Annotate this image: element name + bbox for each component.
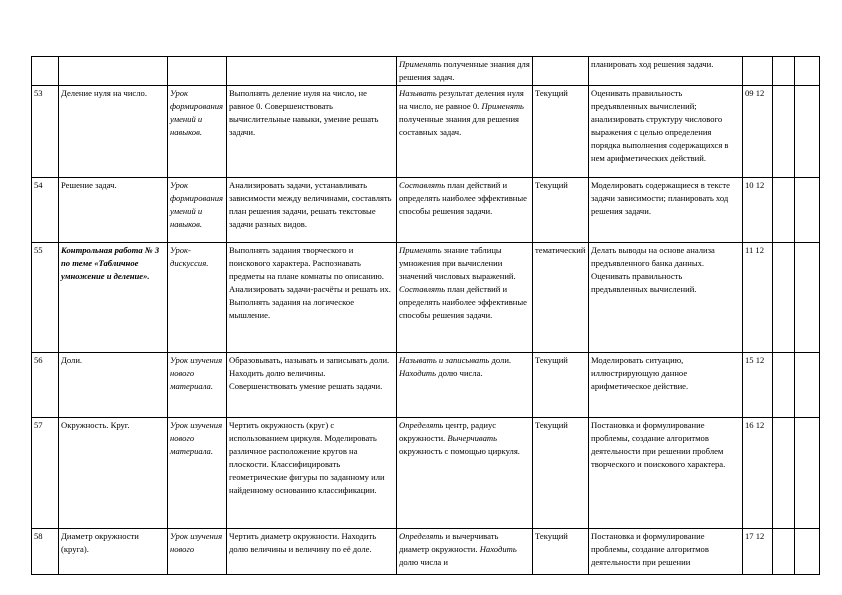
lesson-type-text: Урок изучения нового материала. [170,420,223,456]
date-plan-text: 15 12 [745,355,765,365]
date-plan-text: 17 12 [745,531,765,541]
control-type-text: Текущий [535,420,568,430]
uud-skills [397,86,533,178]
lesson-topic-text: Доли. [61,355,83,365]
lesson-topic [59,418,168,529]
lesson-topic-text: Контрольная работа № 3 по теме «Табличное умножение и деление». [61,245,160,281]
lesson-topic-text: Диаметр окружности (круга). [61,531,139,554]
uud-skills [397,353,533,418]
subject-activities [227,529,397,575]
control-type-text: тематический [535,245,586,255]
uud-segment: Применять [399,59,442,69]
subject-activities [227,418,397,529]
table-body [32,57,820,575]
uud-segment: полученные знания для решения составных задач. [399,114,520,137]
uud-segment: Составлять [399,180,446,190]
lesson-topic [59,57,168,86]
lesson-type [168,243,227,353]
table-row [32,243,820,353]
subject-activities-text: Анализировать задачи, устанавливать зависимости между величинами, составлять план решения задачи, решать текстовые задачи разных видов. [229,180,392,229]
lesson-number-text: 54 [34,180,43,190]
lesson-number-text: 56 [34,355,43,365]
expected-results-text: Моделировать содержащиеся в тексте задачи зависимости; планировать ход решения задачи. [591,180,730,216]
empty-cell [795,418,820,529]
date-fact [773,243,795,353]
subject-activities [227,57,397,86]
subject-activities [227,353,397,418]
lesson-topic [59,243,168,353]
date-fact [773,86,795,178]
lesson-type [168,86,227,178]
lesson-number-text: 53 [34,88,43,98]
empty-cell [795,353,820,418]
date-plan-text: 10 12 [745,180,765,190]
subject-activities-text: Выполнять деление нуля на число, не равное 0. Совершенствовать вычислительные навыки, умение решать задачи. [229,88,379,137]
uud-skills [397,529,533,575]
uud-segment: доли. [489,355,512,365]
date-fact [773,353,795,418]
date-plan-text: 09 12 [745,88,765,98]
expected-results-text: Делать выводы на основе анализа предъявленного банка данных. Оценивать правильность предъявленных вычислений. [591,245,715,294]
uud-segment: Составлять [399,284,446,294]
table-row [32,529,820,575]
lesson-number [32,529,59,575]
lesson-type-text: Урок формирования умений и навыков. [170,180,224,229]
table-row [32,57,820,86]
lesson-number [32,243,59,353]
date-plan [743,529,773,575]
subject-activities [227,86,397,178]
uud-segment: Называть и записывать [399,355,490,365]
date-plan-text: 16 12 [745,420,765,430]
lesson-type-text: Урок изучения нового [170,531,223,554]
subject-activities-text: Образовывать, называть и записывать доли. Находить долю величины. Совершенствовать умение решать задачи. [229,355,390,391]
lesson-type [168,57,227,86]
date-fact [773,178,795,243]
expected-results [589,86,743,178]
subject-activities [227,178,397,243]
table-row [32,86,820,178]
control-type-text: Текущий [535,531,568,541]
lesson-type-text: Урок формирования умений и навыков. [170,88,224,137]
uud-segment: Определять [399,531,444,541]
lesson-topic-text: Окружность. Круг. [61,420,130,430]
date-plan [743,243,773,353]
lesson-number [32,178,59,243]
uud-segment: результат деления нуля на число, не равное 0. [399,88,524,111]
date-plan [743,418,773,529]
empty-cell [795,243,820,353]
lesson-type [168,178,227,243]
lesson-type [168,418,227,529]
date-plan [743,57,773,86]
date-plan [743,86,773,178]
uud-segment: центр, радиус окружности. [399,420,497,443]
lesson-topic [59,178,168,243]
uud-segment: долю числа. [436,368,483,378]
expected-results [589,353,743,418]
lesson-number [32,353,59,418]
control-type-text: Текущий [535,88,568,98]
lesson-plan-table [31,56,820,575]
expected-results [589,418,743,529]
uud-segment: Определять [399,420,444,430]
table-row [32,418,820,529]
empty-cell [795,178,820,243]
uud-segment: и вычерчивать диаметр окружности. [399,531,499,554]
lesson-topic [59,529,168,575]
empty-cell [795,86,820,178]
expected-results [589,178,743,243]
uud-segment: Вычерчивать [447,433,498,443]
subject-activities-text: Чертить диаметр окружности. Находить долю величины и величину по её доле. [229,531,377,554]
expected-results-text: Постановка и формулирование проблемы, создание алгоритмов деятельности при решении [591,531,709,567]
expected-results [589,57,743,86]
lesson-type-text: Урок изучения нового материала. [170,355,223,391]
table-row [32,178,820,243]
date-plan [743,178,773,243]
uud-segment: Называть [399,88,437,98]
control-type [533,243,589,353]
control-type [533,418,589,529]
control-type [533,57,589,86]
control-type-text: Текущий [535,355,568,365]
lesson-topic-text: Решение задач. [61,180,117,190]
date-fact [773,57,795,86]
lesson-number-text: 57 [34,420,43,430]
expected-results-text: Постановка и формулирование проблемы, создание алгоритмов деятельности при решении проблем творческого и поискового характера. [591,420,726,469]
empty-cell [795,57,820,86]
lesson-topic [59,86,168,178]
subject-activities-text: Выполнять задания творческого и поискового характера. Распознавать предметы на плане комнаты по описанию. Анализировать задачи-расчёты и решать их. Выполнять задания на логическое мышление. [229,245,391,320]
expected-results-text: Моделировать ситуацию, иллюстрирующую данное арифметическое действие. [591,355,689,391]
lesson-topic-text: Деление нуля на число. [61,88,147,98]
expected-results-text: планировать ход решения задачи. [591,59,714,69]
expected-results-text: Оценивать правильность предъявленных вычислений; анализировать структуру числового выражения с целью определения порядка выполнения содержащихся в нем арифметических действий. [591,88,729,163]
control-type-text: Текущий [535,180,568,190]
table-row [32,353,820,418]
date-fact [773,529,795,575]
uud-skills [397,57,533,86]
uud-segment: Находить [479,544,517,554]
lesson-topic [59,353,168,418]
lesson-type [168,529,227,575]
lesson-number-text: 58 [34,531,43,541]
uud-skills [397,178,533,243]
uud-skills [397,243,533,353]
date-plan [743,353,773,418]
uud-segment: окружность с помощью циркуля. [399,446,520,456]
lesson-type-text: Урок-дискуссия. [170,245,209,268]
control-type [533,529,589,575]
date-plan-text: 11 12 [745,245,765,255]
control-type [533,353,589,418]
uud-segment: Применять [399,245,442,255]
expected-results [589,529,743,575]
uud-skills [397,418,533,529]
lesson-type [168,353,227,418]
uud-segment: Находить [399,368,437,378]
uud-segment: Применять [481,101,524,111]
uud-segment: знание таблицы умножения при вычислении значений числовых выражений. [399,245,516,281]
lesson-number [32,86,59,178]
expected-results [589,243,743,353]
date-fact [773,418,795,529]
subject-activities [227,243,397,353]
lesson-number [32,418,59,529]
subject-activities-text: Чертить окружность (круг) с использованием циркуля. Моделировать различное расположение кругов на плоскости. Классифицировать геометрические фигуры по заданному или найденному основанию классификации. [229,420,385,495]
uud-segment: долю числа и [399,557,448,567]
lesson-number-text: 55 [34,245,43,255]
uud-segment: план действий и определять наиболее эффективные способы решения задачи. [399,180,527,216]
empty-cell [795,529,820,575]
control-type [533,86,589,178]
uud-segment: полученные знания для решения задач. [399,59,530,82]
uud-segment: план действий и определять наиболее эффективные способы решения задачи. [399,284,527,320]
control-type [533,178,589,243]
lesson-number [32,57,59,86]
